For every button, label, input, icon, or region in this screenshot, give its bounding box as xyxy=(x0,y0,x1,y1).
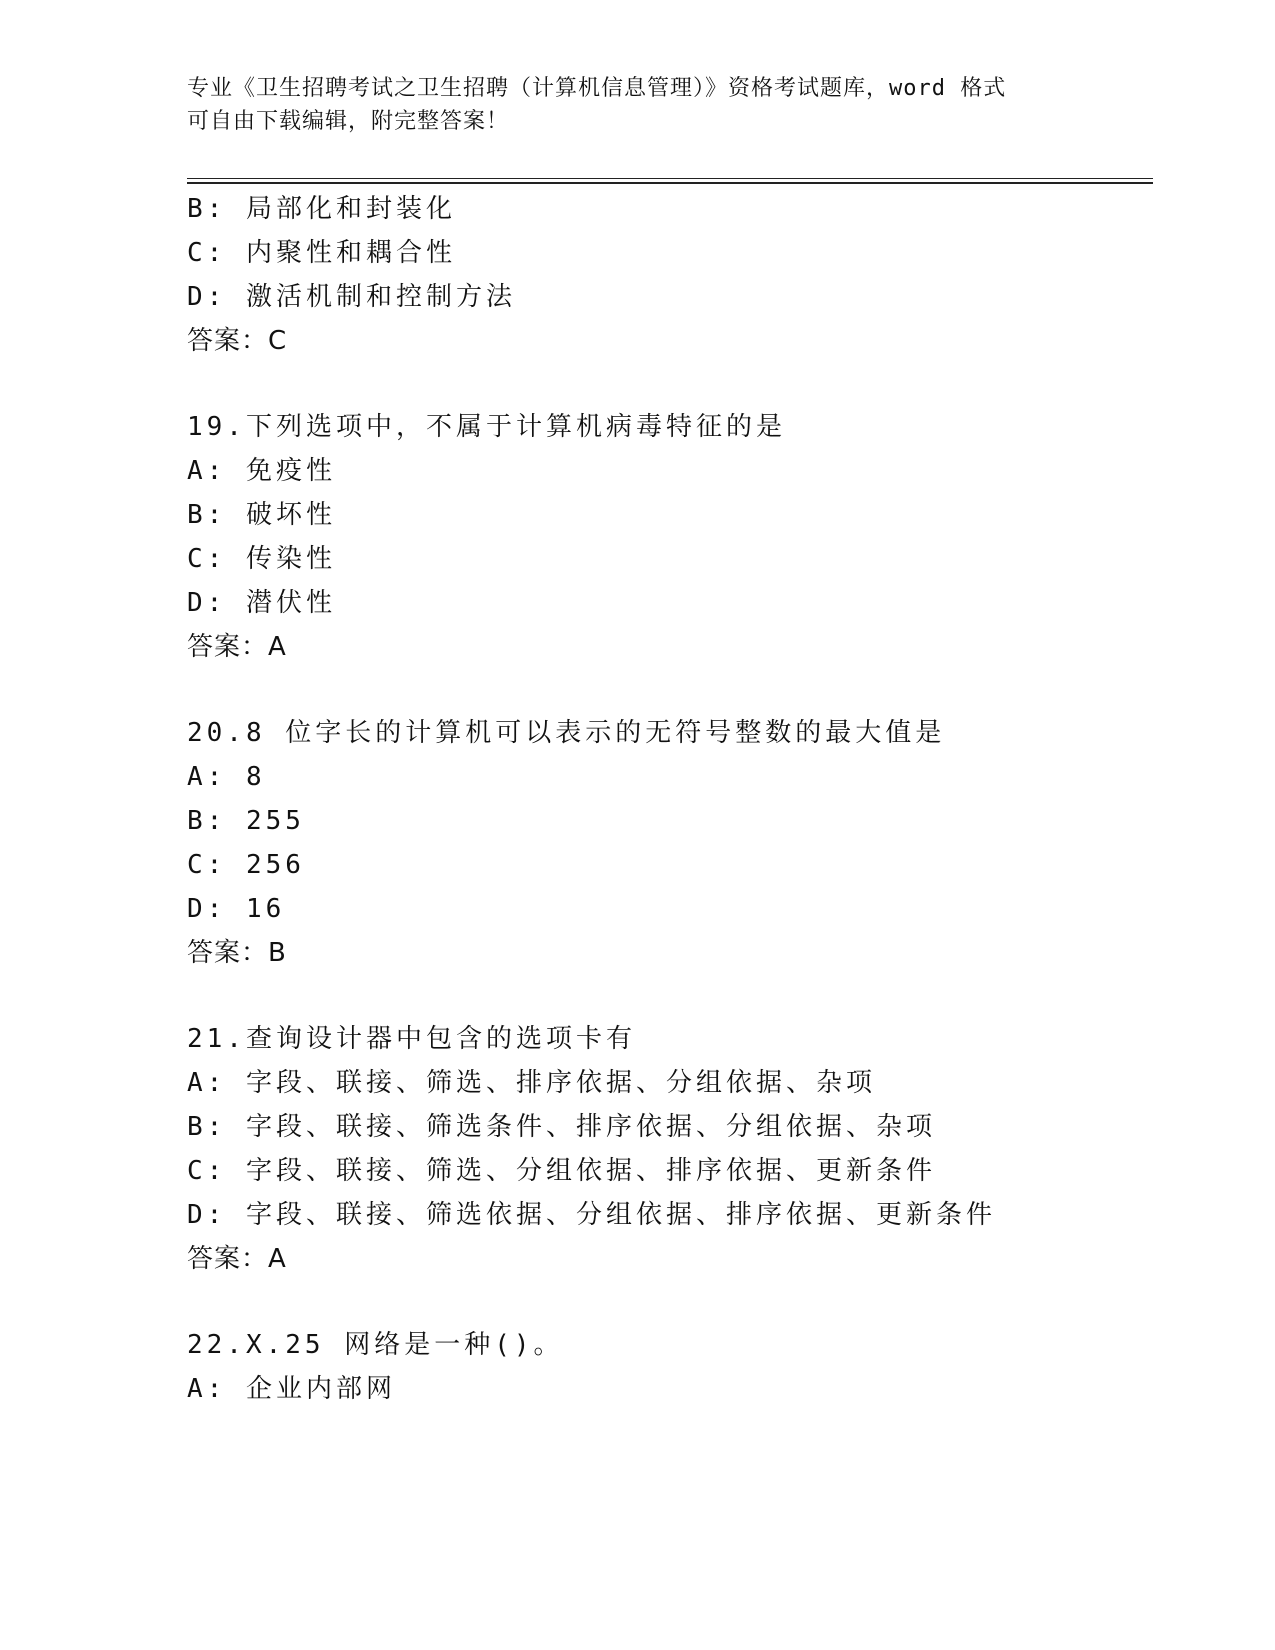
q18-option-d: D: 激活机制和控制方法 xyxy=(187,282,516,312)
q18-option-c: C: 内聚性和耦合性 xyxy=(187,238,456,268)
q19-option-b: B: 破坏性 xyxy=(187,500,336,530)
header-rule-thick xyxy=(187,182,1153,184)
q21-option-c: C: 字段、联接、筛选、分组依据、排序依据、更新条件 xyxy=(187,1156,936,1186)
q21-option-d: D: 字段、联接、筛选依据、分组依据、排序依据、更新条件 xyxy=(187,1200,996,1230)
q19-question: 19.下列选项中，不属于计算机病毒特征的是 xyxy=(187,412,786,442)
header-rule-thin xyxy=(187,178,1153,179)
q19-option-d: D: 潜伏性 xyxy=(187,588,336,618)
q19-answer: 答案：A xyxy=(187,632,287,662)
q18-option-b: B: 局部化和封装化 xyxy=(187,194,456,224)
q20-option-a: A: 8 xyxy=(187,762,266,792)
q22-question: 22.X.25 网络是一种()。 xyxy=(187,1330,564,1360)
q20-option-d: D: 16 xyxy=(187,894,286,924)
q21-answer: 答案：A xyxy=(187,1244,287,1274)
q20-answer: 答案：B xyxy=(187,938,287,968)
q18-answer: 答案：C xyxy=(187,326,288,356)
q20-question: 20.8 位字长的计算机可以表示的无符号整数的最大值是 xyxy=(187,718,946,748)
q20-option-c: C: 256 xyxy=(187,850,305,880)
q19-option-a: A: 免疫性 xyxy=(187,456,336,486)
q20-option-b: B: 255 xyxy=(187,806,305,836)
q19-option-c: C: 传染性 xyxy=(187,544,336,574)
q22-option-a: A: 企业内部网 xyxy=(187,1374,396,1404)
q21-question: 21.查询设计器中包含的选项卡有 xyxy=(187,1024,636,1054)
header-line-1: 专业《卫生招聘考试之卫生招聘（计算机信息管理）》资格考试题库，word 格式 xyxy=(187,76,1007,101)
q21-option-b: B: 字段、联接、筛选条件、排序依据、分组依据、杂项 xyxy=(187,1112,936,1142)
document-header xyxy=(187,72,1087,138)
header-line-2: 可自由下载编辑，附完整答案！ xyxy=(187,109,510,134)
q21-option-a: A: 字段、联接、筛选、排序依据、分组依据、杂项 xyxy=(187,1068,876,1098)
